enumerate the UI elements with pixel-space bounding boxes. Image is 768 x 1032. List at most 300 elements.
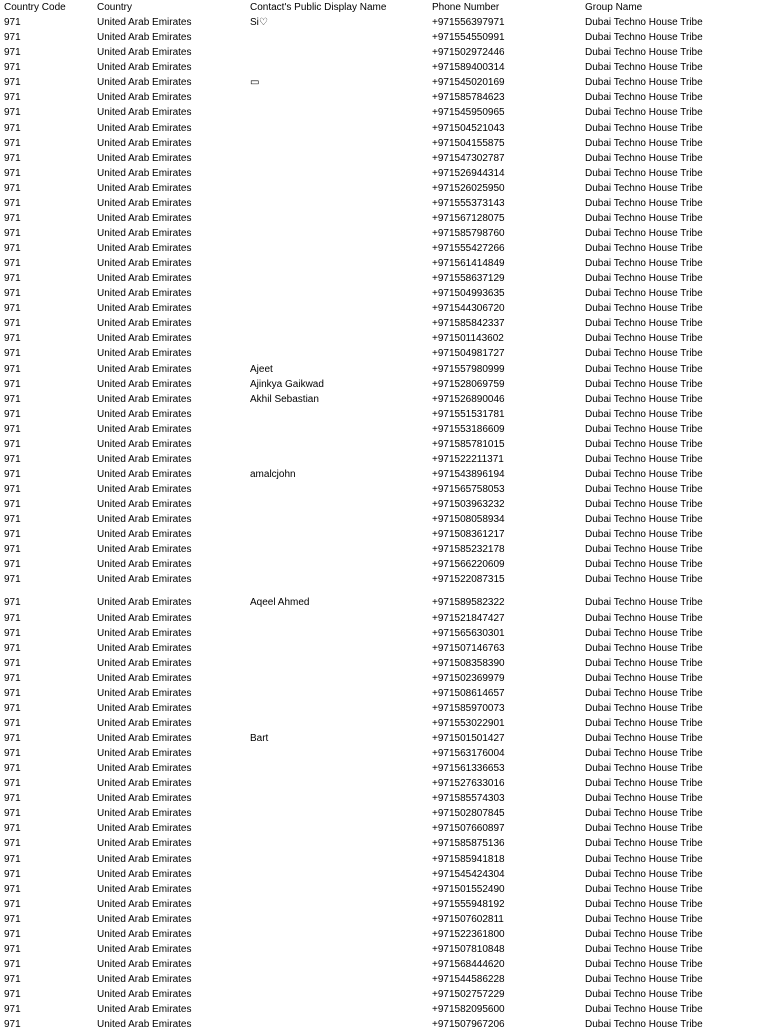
group-name-cell: Dubai Techno House Tribe xyxy=(585,333,703,345)
country-cell: United Arab Emirates xyxy=(97,137,192,149)
group-name-cell: Dubai Techno House Tribe xyxy=(585,943,703,955)
phone-number-cell: +971522087315 xyxy=(432,574,505,586)
header-group-name: Group Name xyxy=(585,2,643,13)
country-cell: United Arab Emirates xyxy=(97,62,192,74)
country-cell: United Arab Emirates xyxy=(97,958,192,970)
phone-number-cell: +971544306720 xyxy=(432,303,505,315)
country-code-cell: 971 xyxy=(4,597,21,609)
country-code-cell: 971 xyxy=(4,197,21,209)
table-row xyxy=(0,671,768,686)
country-cell: United Arab Emirates xyxy=(97,453,192,465)
phone-number-cell: +971555373143 xyxy=(432,197,505,209)
country-code-cell: 971 xyxy=(4,808,21,820)
group-name-cell: Dubai Techno House Tribe xyxy=(585,763,703,775)
country-code-cell: 971 xyxy=(4,1019,21,1031)
phone-number-cell: +971521847427 xyxy=(432,612,505,624)
country-code-cell: 971 xyxy=(4,868,21,880)
group-name-cell: Dubai Techno House Tribe xyxy=(585,823,703,835)
table-row xyxy=(0,641,768,656)
table-row xyxy=(0,301,768,316)
group-name-cell: Dubai Techno House Tribe xyxy=(585,958,703,970)
country-cell: United Arab Emirates xyxy=(97,243,192,254)
header-display-name: Contact's Public Display Name xyxy=(250,2,387,13)
group-name-cell: Dubai Techno House Tribe xyxy=(585,393,703,405)
table-row xyxy=(0,867,768,882)
table-row xyxy=(0,912,768,927)
group-name-cell: Dubai Techno House Tribe xyxy=(585,197,703,209)
display-name-cell: Bart xyxy=(250,733,269,744)
table-row xyxy=(0,527,768,542)
country-code-cell: 971 xyxy=(4,733,21,744)
phone-number-cell: +971543896194 xyxy=(432,468,505,480)
phone-number-cell: +971527633016 xyxy=(432,778,505,790)
country-cell: United Arab Emirates xyxy=(97,303,192,315)
group-name-cell: Dubai Techno House Tribe xyxy=(585,657,703,669)
phone-number-cell: +971555427266 xyxy=(432,243,505,254)
country-cell: United Arab Emirates xyxy=(97,627,192,639)
country-code-cell: 971 xyxy=(4,883,21,895)
group-name-cell: Dubai Techno House Tribe xyxy=(585,32,703,44)
phone-number-cell: +971507146763 xyxy=(432,642,505,654)
country-cell: United Arab Emirates xyxy=(97,702,192,714)
phone-number-cell: +971585574303 xyxy=(432,793,505,805)
table-row xyxy=(0,595,768,610)
phone-number-cell: +971508358390 xyxy=(432,657,505,669)
country-code-cell: 971 xyxy=(4,672,21,684)
display-name-cell: Si♡ xyxy=(250,17,268,29)
table-row xyxy=(0,181,768,196)
country-code-cell: 971 xyxy=(4,627,21,639)
phone-number-cell: +971545020169 xyxy=(432,77,505,89)
country-code-cell: 971 xyxy=(4,574,21,586)
table-row xyxy=(0,626,768,641)
country-cell: United Arab Emirates xyxy=(97,182,192,194)
group-name-cell: Dubai Techno House Tribe xyxy=(585,627,703,639)
phone-number-cell: +971555948192 xyxy=(432,898,505,910)
table-row xyxy=(0,806,768,821)
display-name-cell: ▭ xyxy=(250,77,260,89)
country-code-cell: 971 xyxy=(4,408,21,420)
table-row xyxy=(0,151,768,166)
phone-number-cell: +971526944314 xyxy=(432,167,505,179)
country-cell: United Arab Emirates xyxy=(97,348,192,360)
group-name-cell: Dubai Techno House Tribe xyxy=(585,529,703,541)
phone-number-cell: +971585941818 xyxy=(432,853,505,865)
table-row xyxy=(0,467,768,482)
country-cell: United Arab Emirates xyxy=(97,778,192,790)
country-cell: United Arab Emirates xyxy=(97,1004,192,1016)
country-code-cell: 971 xyxy=(4,77,21,89)
country-code-cell: 971 xyxy=(4,544,21,556)
group-name-cell: Dubai Techno House Tribe xyxy=(585,47,703,59)
country-code-cell: 971 xyxy=(4,122,21,134)
group-name-cell: Dubai Techno House Tribe xyxy=(585,989,703,1001)
group-name-cell: Dubai Techno House Tribe xyxy=(585,438,703,450)
group-name-cell: Dubai Techno House Tribe xyxy=(585,612,703,624)
country-code-cell: 971 xyxy=(4,423,21,435)
country-code-cell: 971 xyxy=(4,642,21,654)
country-cell: United Arab Emirates xyxy=(97,928,192,940)
country-code-cell: 971 xyxy=(4,529,21,541)
country-cell: United Arab Emirates xyxy=(97,974,192,985)
table-row xyxy=(0,45,768,60)
table-row xyxy=(0,611,768,626)
country-cell: United Arab Emirates xyxy=(97,408,192,420)
group-name-cell: Dubai Techno House Tribe xyxy=(585,378,703,390)
country-code-cell: 971 xyxy=(4,928,21,940)
table-row xyxy=(0,256,768,271)
country-cell: United Arab Emirates xyxy=(97,47,192,59)
phone-number-cell: +971589582322 xyxy=(432,597,505,609)
country-code-cell: 971 xyxy=(4,17,21,29)
phone-number-cell: +971566220609 xyxy=(432,559,505,571)
phone-number-cell: +971568444620 xyxy=(432,958,505,970)
country-code-cell: 971 xyxy=(4,958,21,970)
phone-number-cell: +971507660897 xyxy=(432,823,505,835)
group-name-cell: Dubai Techno House Tribe xyxy=(585,62,703,74)
country-cell: United Arab Emirates xyxy=(97,499,192,511)
table-row xyxy=(0,987,768,1002)
country-code-cell: 971 xyxy=(4,227,21,239)
header-row xyxy=(0,0,768,15)
table-row xyxy=(0,512,768,527)
phone-number-cell: +971526025950 xyxy=(432,182,505,194)
country-code-cell: 971 xyxy=(4,453,21,465)
country-cell: United Arab Emirates xyxy=(97,484,192,495)
group-name-cell: Dubai Techno House Tribe xyxy=(585,702,703,714)
header-country-code: Country Code xyxy=(4,2,66,13)
country-code-cell: 971 xyxy=(4,438,21,450)
country-cell: United Arab Emirates xyxy=(97,559,192,571)
country-code-cell: 971 xyxy=(4,559,21,571)
group-name-cell: Dubai Techno House Tribe xyxy=(585,468,703,480)
country-code-cell: 971 xyxy=(4,717,21,729)
group-name-cell: Dubai Techno House Tribe xyxy=(585,544,703,556)
phone-number-cell: +971589400314 xyxy=(432,62,505,74)
group-name-cell: Dubai Techno House Tribe xyxy=(585,793,703,805)
header-country: Country xyxy=(97,2,133,13)
display-name-cell: Akhil Sebastian xyxy=(250,393,319,405)
phone-number-cell: +971502807845 xyxy=(432,808,505,820)
group-name-cell: Dubai Techno House Tribe xyxy=(585,348,703,360)
country-cell: United Arab Emirates xyxy=(97,273,192,285)
phone-number-cell: +971503963232 xyxy=(432,499,505,511)
group-name-cell: Dubai Techno House Tribe xyxy=(585,559,703,571)
table-row xyxy=(0,942,768,957)
country-cell: United Arab Emirates xyxy=(97,438,192,450)
country-code-cell: 971 xyxy=(4,318,21,330)
country-cell: United Arab Emirates xyxy=(97,823,192,835)
table-row xyxy=(0,572,768,587)
phone-number-cell: +971501552490 xyxy=(432,883,505,895)
table-row xyxy=(0,746,768,761)
group-name-cell: Dubai Techno House Tribe xyxy=(585,974,703,985)
table-row xyxy=(0,836,768,851)
table-row xyxy=(0,716,768,731)
phone-number-cell: +971508058934 xyxy=(432,514,505,526)
country-cell: United Arab Emirates xyxy=(97,1019,192,1031)
phone-number-cell: +971585875136 xyxy=(432,838,505,850)
table-row xyxy=(0,776,768,791)
country-cell: United Arab Emirates xyxy=(97,167,192,179)
table-row xyxy=(0,927,768,942)
country-code-cell: 971 xyxy=(4,913,21,925)
table-row xyxy=(0,105,768,120)
phone-number-cell: +971585798760 xyxy=(432,227,505,239)
country-code-cell: 971 xyxy=(4,793,21,805)
table-row xyxy=(0,731,768,746)
phone-number-cell: +971563176004 xyxy=(432,748,505,760)
group-name-cell: Dubai Techno House Tribe xyxy=(585,152,703,164)
country-cell: United Arab Emirates xyxy=(97,883,192,895)
country-code-cell: 971 xyxy=(4,898,21,910)
phone-number-cell: +971582095600 xyxy=(432,1004,505,1016)
country-code-cell: 971 xyxy=(4,363,21,375)
group-name-cell: Dubai Techno House Tribe xyxy=(585,913,703,925)
group-name-cell: Dubai Techno House Tribe xyxy=(585,597,703,609)
country-code-cell: 971 xyxy=(4,32,21,44)
table-row xyxy=(0,761,768,776)
group-name-cell: Dubai Techno House Tribe xyxy=(585,107,703,119)
country-cell: United Arab Emirates xyxy=(97,393,192,405)
table-row xyxy=(0,422,768,437)
group-name-cell: Dubai Techno House Tribe xyxy=(585,258,703,270)
table-row xyxy=(0,331,768,346)
country-code-cell: 971 xyxy=(4,484,21,495)
country-code-cell: 971 xyxy=(4,62,21,74)
country-cell: United Arab Emirates xyxy=(97,288,192,300)
group-name-cell: Dubai Techno House Tribe xyxy=(585,853,703,865)
group-name-cell: Dubai Techno House Tribe xyxy=(585,514,703,526)
country-cell: United Arab Emirates xyxy=(97,838,192,850)
country-cell: United Arab Emirates xyxy=(97,642,192,654)
table-row xyxy=(0,346,768,361)
phone-number-cell: +971526890046 xyxy=(432,393,505,405)
country-cell: United Arab Emirates xyxy=(97,227,192,239)
table-row xyxy=(0,136,768,151)
country-cell: United Arab Emirates xyxy=(97,17,192,29)
phone-number-cell: +971551531781 xyxy=(432,408,505,420)
group-name-cell: Dubai Techno House Tribe xyxy=(585,408,703,420)
table-row xyxy=(0,241,768,256)
country-cell: United Arab Emirates xyxy=(97,808,192,820)
phone-number-cell: +971522361800 xyxy=(432,928,505,940)
country-cell: United Arab Emirates xyxy=(97,687,192,699)
phone-number-cell: +971558637129 xyxy=(432,273,505,285)
country-cell: United Arab Emirates xyxy=(97,612,192,624)
phone-number-cell: +971522211371 xyxy=(432,453,504,465)
group-name-cell: Dubai Techno House Tribe xyxy=(585,288,703,300)
phone-number-cell: +971565630301 xyxy=(432,627,505,639)
table-row xyxy=(0,121,768,136)
table-row xyxy=(0,972,768,987)
group-name-cell: Dubai Techno House Tribe xyxy=(585,92,703,104)
table-row xyxy=(0,90,768,105)
table-row xyxy=(0,60,768,75)
group-name-cell: Dubai Techno House Tribe xyxy=(585,212,703,224)
group-name-cell: Dubai Techno House Tribe xyxy=(585,642,703,654)
phone-number-cell: +971561336653 xyxy=(432,763,505,775)
country-code-cell: 971 xyxy=(4,333,21,345)
country-code-cell: 971 xyxy=(4,348,21,360)
country-cell: United Arab Emirates xyxy=(97,423,192,435)
group-name-cell: Dubai Techno House Tribe xyxy=(585,808,703,820)
country-code-cell: 971 xyxy=(4,943,21,955)
country-cell: United Arab Emirates xyxy=(97,152,192,164)
country-cell: United Arab Emirates xyxy=(97,597,192,609)
country-code-cell: 971 xyxy=(4,137,21,149)
table-row xyxy=(0,791,768,806)
group-name-cell: Dubai Techno House Tribe xyxy=(585,318,703,330)
country-code-cell: 971 xyxy=(4,47,21,59)
country-cell: United Arab Emirates xyxy=(97,793,192,805)
phone-number-cell: +971508361217 xyxy=(432,529,505,541)
country-cell: United Arab Emirates xyxy=(97,363,192,375)
display-name-cell: Ajinkya Gaikwad xyxy=(250,378,324,390)
country-code-cell: 971 xyxy=(4,182,21,194)
country-cell: United Arab Emirates xyxy=(97,544,192,556)
country-cell: United Arab Emirates xyxy=(97,514,192,526)
group-name-cell: Dubai Techno House Tribe xyxy=(585,167,703,179)
phone-number-cell: +971504521043 xyxy=(432,122,505,134)
country-cell: United Arab Emirates xyxy=(97,258,192,270)
table-row xyxy=(0,821,768,836)
country-cell: United Arab Emirates xyxy=(97,122,192,134)
group-name-cell: Dubai Techno House Tribe xyxy=(585,672,703,684)
country-cell: United Arab Emirates xyxy=(97,763,192,775)
country-code-cell: 971 xyxy=(4,107,21,119)
group-name-cell: Dubai Techno House Tribe xyxy=(585,778,703,790)
phone-number-cell: +971501143602 xyxy=(432,333,504,345)
table-row xyxy=(0,957,768,972)
country-code-cell: 971 xyxy=(4,167,21,179)
country-code-cell: 971 xyxy=(4,612,21,624)
table-row xyxy=(0,656,768,671)
phone-number-cell: +971544586228 xyxy=(432,974,505,985)
country-cell: United Arab Emirates xyxy=(97,898,192,910)
phone-number-cell: +971502757229 xyxy=(432,989,505,1001)
group-name-cell: Dubai Techno House Tribe xyxy=(585,122,703,134)
group-name-cell: Dubai Techno House Tribe xyxy=(585,484,703,495)
country-code-cell: 971 xyxy=(4,499,21,511)
table-row xyxy=(0,166,768,181)
country-code-cell: 971 xyxy=(4,258,21,270)
table-row xyxy=(0,897,768,912)
phone-number-cell: +971567128075 xyxy=(432,212,505,224)
country-code-cell: 971 xyxy=(4,303,21,315)
country-cell: United Arab Emirates xyxy=(97,318,192,330)
country-code-cell: 971 xyxy=(4,468,21,480)
table-row xyxy=(0,316,768,331)
table-row xyxy=(0,542,768,557)
group-name-cell: Dubai Techno House Tribe xyxy=(585,733,703,744)
phone-number-cell: +971501501427 xyxy=(432,733,505,744)
display-name-cell: Aqeel Ahmed xyxy=(250,597,310,609)
country-cell: United Arab Emirates xyxy=(97,943,192,955)
display-name-cell: amalcjohn xyxy=(250,468,296,480)
phone-number-cell: +971547302787 xyxy=(432,152,505,164)
phone-number-cell: +971585842337 xyxy=(432,318,505,330)
country-cell: United Arab Emirates xyxy=(97,32,192,44)
group-name-cell: Dubai Techno House Tribe xyxy=(585,77,703,89)
country-cell: United Arab Emirates xyxy=(97,77,192,89)
group-name-cell: Dubai Techno House Tribe xyxy=(585,273,703,285)
group-name-cell: Dubai Techno House Tribe xyxy=(585,868,703,880)
country-cell: United Arab Emirates xyxy=(97,333,192,345)
group-name-cell: Dubai Techno House Tribe xyxy=(585,227,703,239)
group-name-cell: Dubai Techno House Tribe xyxy=(585,137,703,149)
country-cell: United Arab Emirates xyxy=(97,657,192,669)
phone-number-cell: +971508614657 xyxy=(432,687,505,699)
group-name-cell: Dubai Techno House Tribe xyxy=(585,898,703,910)
display-name-cell: Ajeet xyxy=(250,363,273,375)
group-name-cell: Dubai Techno House Tribe xyxy=(585,423,703,435)
table-row xyxy=(0,557,768,572)
country-code-cell: 971 xyxy=(4,378,21,390)
table-row xyxy=(0,362,768,377)
country-code-cell: 971 xyxy=(4,838,21,850)
country-cell: United Arab Emirates xyxy=(97,92,192,104)
table-row xyxy=(0,701,768,716)
group-name-cell: Dubai Techno House Tribe xyxy=(585,1004,703,1016)
phone-number-cell: +971507967206 xyxy=(432,1019,505,1031)
phone-number-cell: +971553186609 xyxy=(432,423,505,435)
table-row xyxy=(0,286,768,301)
group-name-cell: Dubai Techno House Tribe xyxy=(585,182,703,194)
group-name-cell: Dubai Techno House Tribe xyxy=(585,838,703,850)
group-name-cell: Dubai Techno House Tribe xyxy=(585,748,703,760)
country-code-cell: 971 xyxy=(4,212,21,224)
country-cell: United Arab Emirates xyxy=(97,733,192,744)
table-row xyxy=(0,1002,768,1017)
table-row xyxy=(0,482,768,497)
country-cell: United Arab Emirates xyxy=(97,868,192,880)
phone-number-cell: +971504993635 xyxy=(432,288,505,300)
country-cell: United Arab Emirates xyxy=(97,853,192,865)
country-cell: United Arab Emirates xyxy=(97,717,192,729)
phone-number-cell: +971504981727 xyxy=(432,348,505,360)
phone-number-cell: +971554550991 xyxy=(432,32,505,44)
group-name-cell: Dubai Techno House Tribe xyxy=(585,243,703,254)
phone-number-cell: +971556397971 xyxy=(432,17,505,29)
phone-number-cell: +971557980999 xyxy=(432,363,505,375)
group-name-cell: Dubai Techno House Tribe xyxy=(585,453,703,465)
table-row xyxy=(0,377,768,392)
table-row xyxy=(0,30,768,45)
phone-number-cell: +971502972446 xyxy=(432,47,505,59)
table-row xyxy=(0,15,768,30)
country-code-cell: 971 xyxy=(4,92,21,104)
table-row xyxy=(0,226,768,241)
country-cell: United Arab Emirates xyxy=(97,212,192,224)
country-code-cell: 971 xyxy=(4,748,21,760)
country-code-cell: 971 xyxy=(4,778,21,790)
country-code-cell: 971 xyxy=(4,823,21,835)
country-cell: United Arab Emirates xyxy=(97,197,192,209)
phone-number-cell: +971507810848 xyxy=(432,943,505,955)
country-cell: United Arab Emirates xyxy=(97,748,192,760)
group-name-cell: Dubai Techno House Tribe xyxy=(585,883,703,895)
country-code-cell: 971 xyxy=(4,393,21,405)
table-row xyxy=(0,452,768,467)
country-code-cell: 971 xyxy=(4,763,21,775)
country-cell: United Arab Emirates xyxy=(97,378,192,390)
group-name-cell: Dubai Techno House Tribe xyxy=(585,928,703,940)
phone-number-cell: +971504155875 xyxy=(432,137,505,149)
phone-number-cell: +971585232178 xyxy=(432,544,505,556)
phone-number-cell: +971545424304 xyxy=(432,868,505,880)
group-name-cell: Dubai Techno House Tribe xyxy=(585,687,703,699)
